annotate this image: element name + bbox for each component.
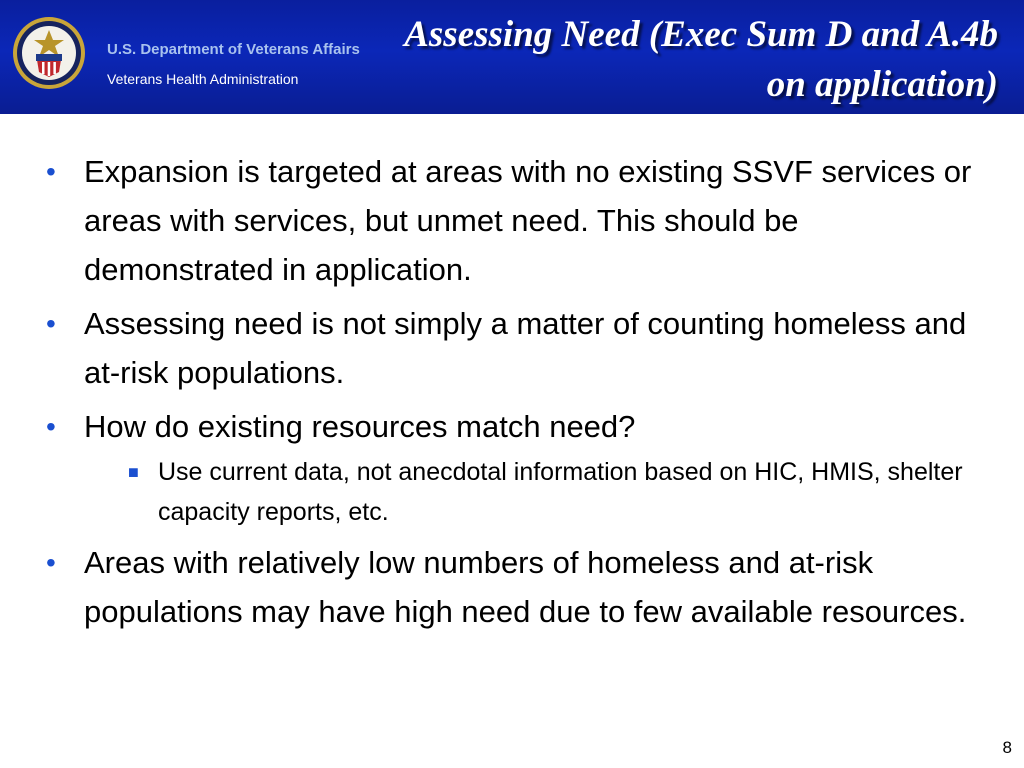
- header-banner: [0, 0, 1024, 114]
- bullet-text: How do existing resources match need?: [84, 409, 636, 444]
- square-bullet-icon: ■: [128, 462, 139, 482]
- slide-title: Assessing Need (Exec Sum D and A.4b on application): [404, 14, 998, 105]
- sub-agency-name: Veterans Health Administration: [107, 71, 299, 87]
- va-seal-icon: [12, 16, 86, 90]
- bullet-item: [46, 538, 996, 636]
- dot-bullet-icon: •: [46, 308, 56, 339]
- sub-bullet-text: Use current data, not anecdotal information based on HIC, HMIS, shelter capacity reports, etc.: [158, 458, 963, 526]
- bullet-item: [46, 299, 996, 397]
- bullet-item: [46, 147, 996, 294]
- dot-bullet-icon: •: [46, 411, 56, 442]
- page-number: 8: [1002, 738, 1012, 757]
- bullet-text: Assessing need is not simply a matter of counting homeless and at-risk populations.: [84, 306, 967, 390]
- bullet-item: [46, 402, 996, 451]
- agency-name: U.S. Department of Veterans Affairs: [107, 41, 360, 58]
- sub-bullet-item: [128, 452, 996, 532]
- dot-bullet-icon: •: [46, 547, 56, 578]
- bullet-text: Areas with relatively low numbers of homeless and at-risk populations may have high need due to few available resources.: [84, 545, 967, 629]
- dot-bullet-icon: •: [46, 156, 56, 187]
- bullet-text: Expansion is targeted at areas with no existing SSVF services or areas with services, but unmet need. This should be demonstrated in application.: [84, 154, 972, 287]
- bullet-list: [46, 147, 996, 641]
